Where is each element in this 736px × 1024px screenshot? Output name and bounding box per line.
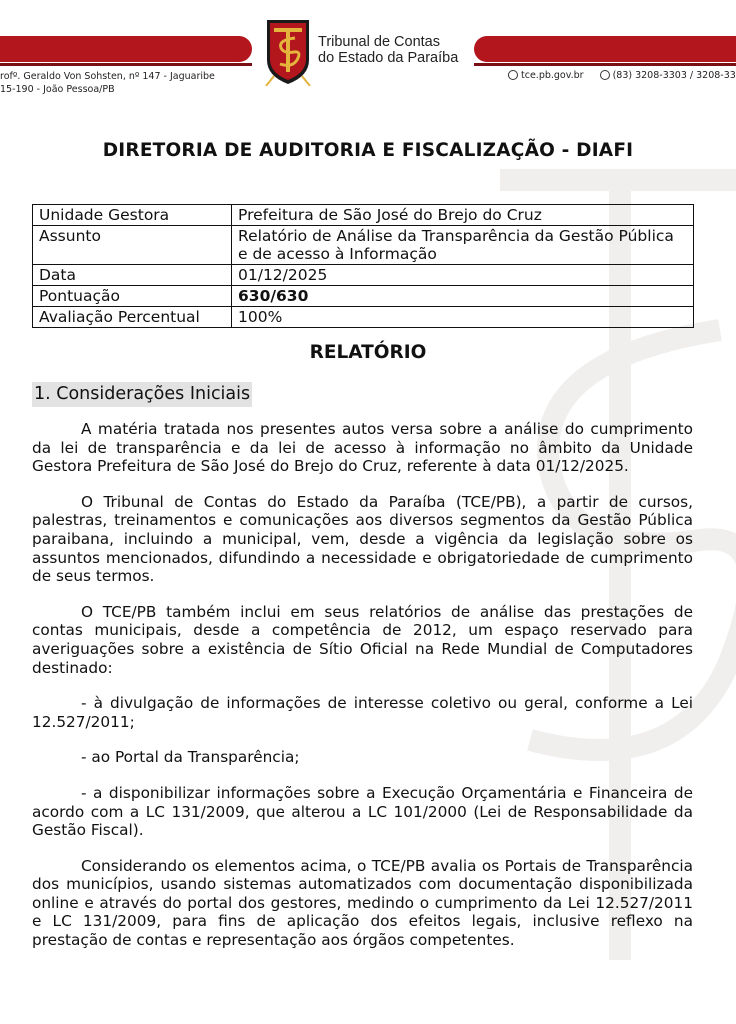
- paragraph: A matéria tratada nos presentes autos versa sobre a análise do cumprimento da lei de transparência e da lei de acesso à informação no âmbito da Unidade Gestora Prefeitura de São José do Brejo do Cruz, referente à data 01/12/2025.: [32, 420, 693, 476]
- paragraph: O TCE/PB também inclui em seus relatórios de análise das prestações de contas municipais, desde a competência de 2012, um espaço reservado para averiguações sobre a existência de Sítio Oficial na Rede Mundial de Computadores destinado:: [32, 602, 693, 677]
- letterhead: [0, 0, 736, 110]
- table-row: [33, 205, 694, 226]
- paragraph: - a disponibilizar informações sobre a Execução Orçamentária e Financeira de acordo com a LC 131/2009, que alterou a LC 101/2000 (Lei de Responsabilidade da Gestão Fiscal).: [32, 783, 693, 840]
- whatsapp-icon: [600, 70, 610, 80]
- row-value: 01/12/2025: [232, 265, 694, 286]
- score-value: 630/630: [232, 286, 694, 307]
- table-row: [33, 265, 694, 286]
- report-body: [32, 420, 693, 967]
- row-label: Avaliação Percentual: [33, 307, 232, 328]
- phone-number: (83) 3208-3303 / 3208-33: [612, 70, 736, 81]
- row-value: 100%: [232, 307, 694, 328]
- header-band-right: [474, 36, 736, 62]
- address-line2: 15-190 - João Pessoa/PB: [0, 84, 115, 95]
- row-label: Data: [33, 265, 232, 286]
- institution-name-line1: Tribunal de Contas: [318, 34, 440, 50]
- address-line1: rofº. Geraldo Von Sohsten, nº 147 - Jaguaribe: [0, 71, 215, 82]
- table-row: [33, 307, 694, 328]
- institution-address: [0, 70, 215, 96]
- table-row: [33, 226, 694, 265]
- paragraph: Considerando os elementos acima, o TCE/PB avalia os Portais de Transparência dos municípios, usando sistemas automatizados com documentação disponibilizada online e através do portal dos gestores, medindo o cumprimento da Lei 12.527/2011 e LC 131/2009, para fins de aplicação dos efeitos legais, inclusive reflexo na prestação de contas e representação aos órgãos competentes.: [32, 856, 693, 950]
- institution-name-line2: do Estado da Paraíba: [318, 50, 459, 66]
- row-label: Unidade Gestora: [33, 205, 232, 226]
- table-row: [33, 286, 694, 307]
- row-label: Pontuação: [33, 286, 232, 307]
- row-label: Assunto: [33, 226, 232, 265]
- tce-crest-icon: [264, 16, 312, 86]
- institution-name: [318, 34, 478, 66]
- page-title: DIRETORIA DE AUDITORIA E FISCALIZAÇÃO - DIAFI: [102, 140, 634, 161]
- section-heading: 1. Considerações Iniciais: [32, 382, 252, 407]
- paragraph: - à divulgação de informações de interesse coletivo ou geral, conforme a Lei 12.527/2011;: [32, 694, 693, 731]
- report-info-table: [32, 204, 694, 328]
- website-link[interactable]: tce.pb.gov.br: [521, 70, 584, 81]
- header-band-left: [0, 36, 252, 62]
- contact-info: [508, 70, 736, 81]
- row-value: Prefeitura de São José do Brejo do Cruz: [232, 205, 694, 226]
- paragraph: O Tribunal de Contas do Estado da Paraíba (TCE/PB), a partir de cursos, palestras, treinamentos e comunicações aos diversos segmentos da Gestão Pública paraibana, incluindo a municipal, vem, desde a vigência da legislação sobre os assuntos mencionados, difundindo a necessidade e obrigatoriedade de cumprimento de seus termos.: [32, 492, 693, 586]
- paragraph: - ao Portal da Transparência;: [81, 748, 300, 767]
- globe-icon: [508, 70, 518, 80]
- row-value: Relatório de Análise da Transparência da Gestão Pública e de acesso à Informação: [232, 226, 694, 265]
- report-heading: RELATÓRIO: [309, 342, 427, 363]
